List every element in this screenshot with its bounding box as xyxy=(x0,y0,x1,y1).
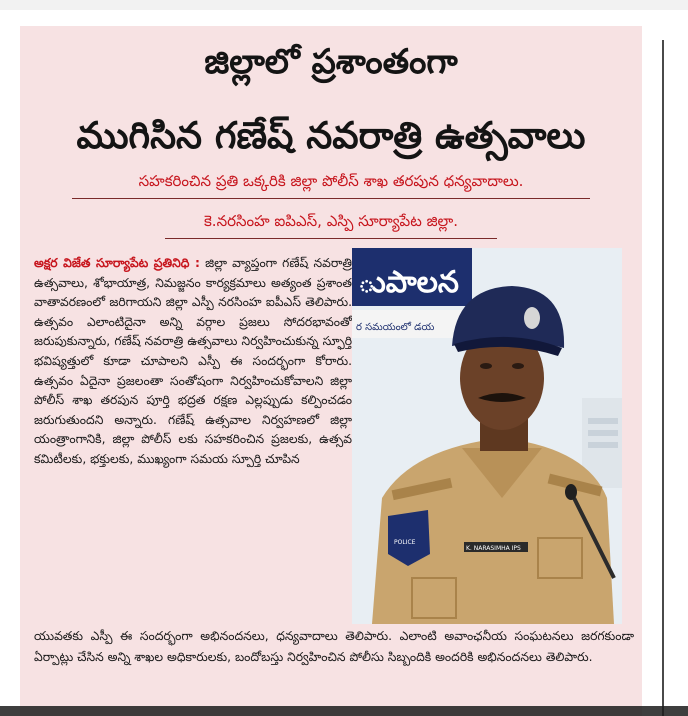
subheadline-rule-2 xyxy=(165,238,497,239)
article-column-text xyxy=(34,254,352,470)
subheadline-rule-1 xyxy=(72,198,590,199)
police-officer-image xyxy=(352,248,622,624)
next-article-cut xyxy=(0,706,688,716)
subheadline-thanks: సహకరించిన ప్రతి ఒక్కరికి జిల్లా పోలీస్ శాఖ తరపున ధన్యవాదాలు. xyxy=(138,172,524,190)
article-full-width-text: యువతకు ఎస్పీ ఈ సందర్భంగా అభినందనలు, ధన్యవాదాలు తెలిపారు. ఎలాంటి అవాంఛనీయ సంఘటనలు జరగకుండా ఏర్పాట్లు చేసిన అన్ని శాఖల అధికారులకు, బందోబస్తు నిర్వహించిన పోలీసు సిబ్బందికి అందరికి అభినందనలు తెలిపారు. xyxy=(34,629,634,664)
cap-badge-icon xyxy=(524,307,540,329)
headline-line-2: ముగిసిన గణేష్ నవరాత్రి ఉత్సవాలు xyxy=(76,114,586,157)
byline: అక్షర విజేత సూర్యాపేట ప్రతినిధి : xyxy=(34,256,200,270)
column-divider xyxy=(662,40,664,716)
news-article xyxy=(20,26,642,716)
banner-text: ుపాలన xyxy=(358,265,459,300)
headline-line-1: జిల్లాలో ప్రశాంతంగా xyxy=(204,42,458,82)
sp-photo xyxy=(352,248,622,624)
banner-small-text: ర సమయంలో డయ xyxy=(356,322,435,333)
badge-text: POLICE xyxy=(394,539,416,546)
subheadline-attribution: కె.నరసింహ ఐపిఎస్, ఎస్పి సూర్యాపేట జిల్లా. xyxy=(203,212,459,230)
top-strip xyxy=(0,0,688,10)
column-paragraph: జిల్లా వ్యాప్తంగా గణేష్ నవరాత్రి ఉత్సవాలు, శోభాయాత్ర, నిమజ్జనం కార్యక్రమాలు అత్యంత ప్రశాంత వాతావరణంలో జరిగాయని జిల్లా ఎస్పీ నరసింహ ఐపీఎస్ తెలిపారు. ఉత్సవం ఎలాంటిదైనా అన్ని వర్గాల ప్రజలు సోదరభావంతో జరుపుకున్నారు, గణేష్ నవరాత్రి ఉత్సవాలు నిర్వహించుకున్న స్ఫూర్తి భవిష్యత్తులో కూడా చూపాలని ఎస్పీ ఈ సందర్భంగా కోరారు. ఉత్సవం ఏదైనా ప్రజలంతా సంతోషంగా నిర్వహించుకోవాలని జిల్లా పోలీస్ శాఖ తరపున పూర్తి భద్రత రక్షణ ఎల్లప్పుడు కల్పించడం జరుగుతుందని అన్నారు. గణేష్ ఉత్సవాల నిర్వహణలో జిల్లా యంత్రాంగానికి, జిల్లా పోలీస్ లకు సహకరించిన ప్రజలకు, ఉత్సవ కమిటీలకు, భక్తులకు, ముఖ్యంగా సమయ స్పూర్తి చూపిన xyxy=(34,256,352,466)
name-tag-text: K. NARASIMHA IPS xyxy=(466,545,521,552)
